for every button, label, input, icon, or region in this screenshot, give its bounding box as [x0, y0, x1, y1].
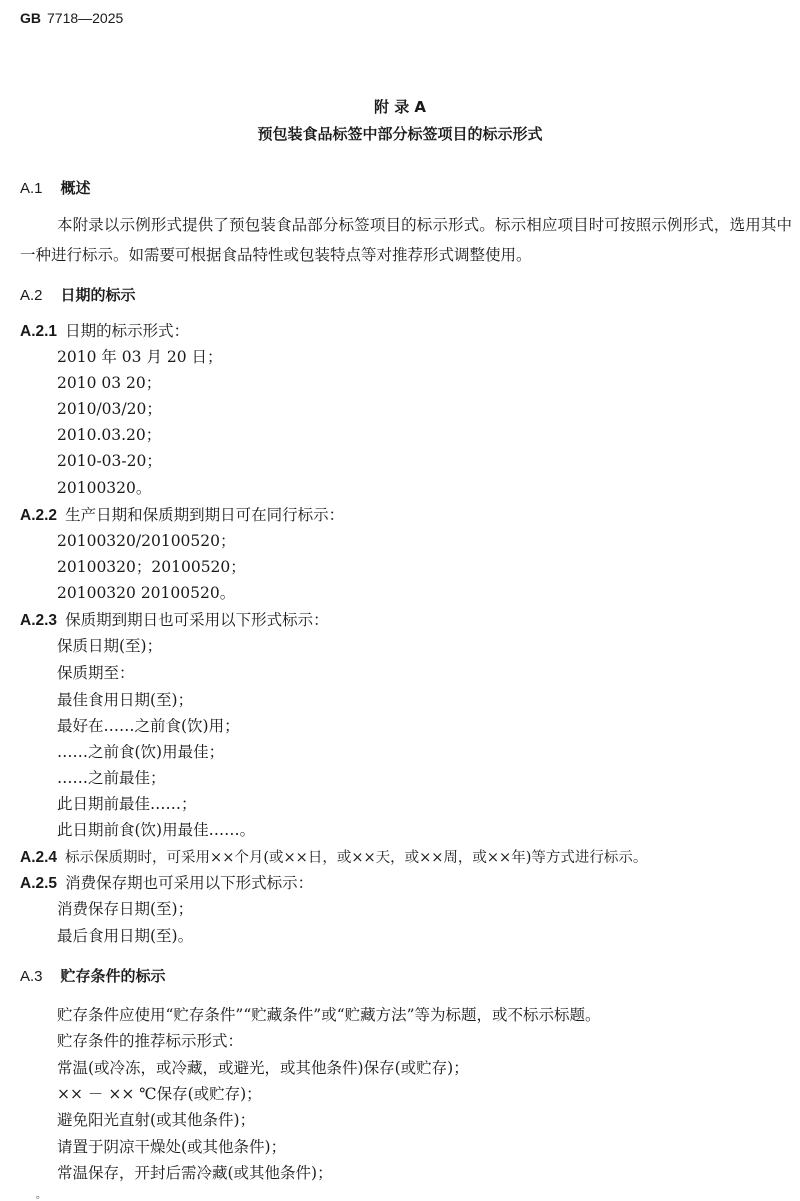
list-item: ×× － ×× ℃保存(或贮存)； — [57, 1085, 262, 1103]
list-item: 保质日期(至)； — [57, 637, 163, 655]
list-item: 2010 03 20； — [57, 374, 162, 392]
continuation-mark: 。 — [36, 1190, 46, 1201]
list-item: 请置于阴凉干燥处(或其他条件)； — [57, 1138, 287, 1156]
list-item: 最后食用日期(至)。 — [57, 927, 194, 945]
section-a1-paragraph: 本附录以示例形式提供了预包装食品部分标签项目的标示形式。标示相应项目时可按照示例形式，选用其中一种进行标示。如需要可根据食品特性或包装特点等对推荐形式调整使用。 — [20, 216, 792, 264]
standard-header — [20, 8, 123, 28]
clause-a23 — [20, 610, 329, 631]
clause-number: A.2.2 — [20, 507, 58, 524]
clause-number: A.2.1 — [20, 323, 58, 340]
list-item: 20100320。 — [57, 479, 152, 497]
clause-text: 日期的标示形式： — [65, 322, 190, 340]
section-a2-heading — [20, 285, 136, 306]
section-number: A.2 — [20, 287, 43, 304]
appendix-title: 预包装食品标签中部分标签项目的标示形式 — [257, 125, 543, 143]
list-item: 20100320；20100520； — [57, 558, 246, 576]
section-a1-heading — [20, 178, 91, 199]
list-item: 2010 年 03 月 20 日； — [57, 348, 223, 366]
clause-number: A.2.3 — [20, 612, 58, 629]
list-item: 此日期前食(饮)用最佳……。 — [57, 821, 256, 839]
list-item: 20100320 20100520。 — [57, 584, 236, 602]
list-item: 避免阳光直射(或其他条件)； — [57, 1111, 256, 1129]
clause-a22 — [20, 505, 344, 526]
section-title: 贮存条件的标示 — [60, 967, 166, 985]
list-item: 最好在……之前食(饮)用； — [57, 717, 240, 735]
clause-text: 消费保存期也可采用以下形式标示： — [65, 874, 314, 892]
list-item: ……之前食(饮)用最佳； — [57, 743, 225, 761]
list-item: 常温(或冷冻，或冷藏，或避光，或其他条件)保存(或贮存)； — [57, 1059, 469, 1077]
clause-text: 保质期到期日也可采用以下形式标示： — [65, 611, 329, 629]
list-item: 常温保存，开封后需冷藏(或其他条件)； — [57, 1164, 333, 1182]
section-a3-heading — [20, 966, 166, 987]
appendix-label: 附 录 A — [373, 98, 427, 116]
list-item: 贮存条件的推荐标示形式： — [57, 1032, 244, 1050]
list-item: 2010.03.20； — [57, 426, 162, 444]
section-title: 日期的标示 — [60, 286, 136, 304]
list-item: 2010-03-20； — [57, 452, 162, 470]
clause-text: 标示保质期时，可采用××个月(或××日，或××天，或××周，或××年)等方式进行标示。 — [65, 850, 648, 866]
list-item: 2010/03/20； — [57, 400, 162, 418]
clause-a24 — [20, 847, 647, 868]
clause-number: A.2.5 — [20, 875, 58, 892]
clause-a21 — [20, 321, 189, 342]
list-item: 保质期至： — [57, 664, 135, 682]
section-title: 概述 — [60, 179, 91, 197]
list-item: ……之前最佳； — [57, 769, 166, 787]
list-item: 此日期前最佳……； — [57, 795, 197, 813]
standard-number: 7718—2025 — [47, 10, 124, 26]
list-item: 贮存条件应使用“贮存条件”“贮藏条件”或“贮藏方法”等为标题，或不标示标题。 — [57, 1006, 601, 1024]
clause-number: A.2.4 — [20, 849, 58, 866]
list-item: 消费保存日期(至)； — [57, 900, 194, 918]
section-number: A.1 — [20, 180, 43, 197]
section-number: A.3 — [20, 968, 43, 985]
list-item: 20100320/20100520； — [57, 532, 236, 550]
standard-prefix: GB — [20, 10, 41, 26]
list-item: 最佳食用日期(至)； — [57, 691, 194, 709]
clause-text: 生产日期和保质期到期日可在同行标示： — [65, 506, 345, 524]
clause-a25 — [20, 873, 313, 894]
